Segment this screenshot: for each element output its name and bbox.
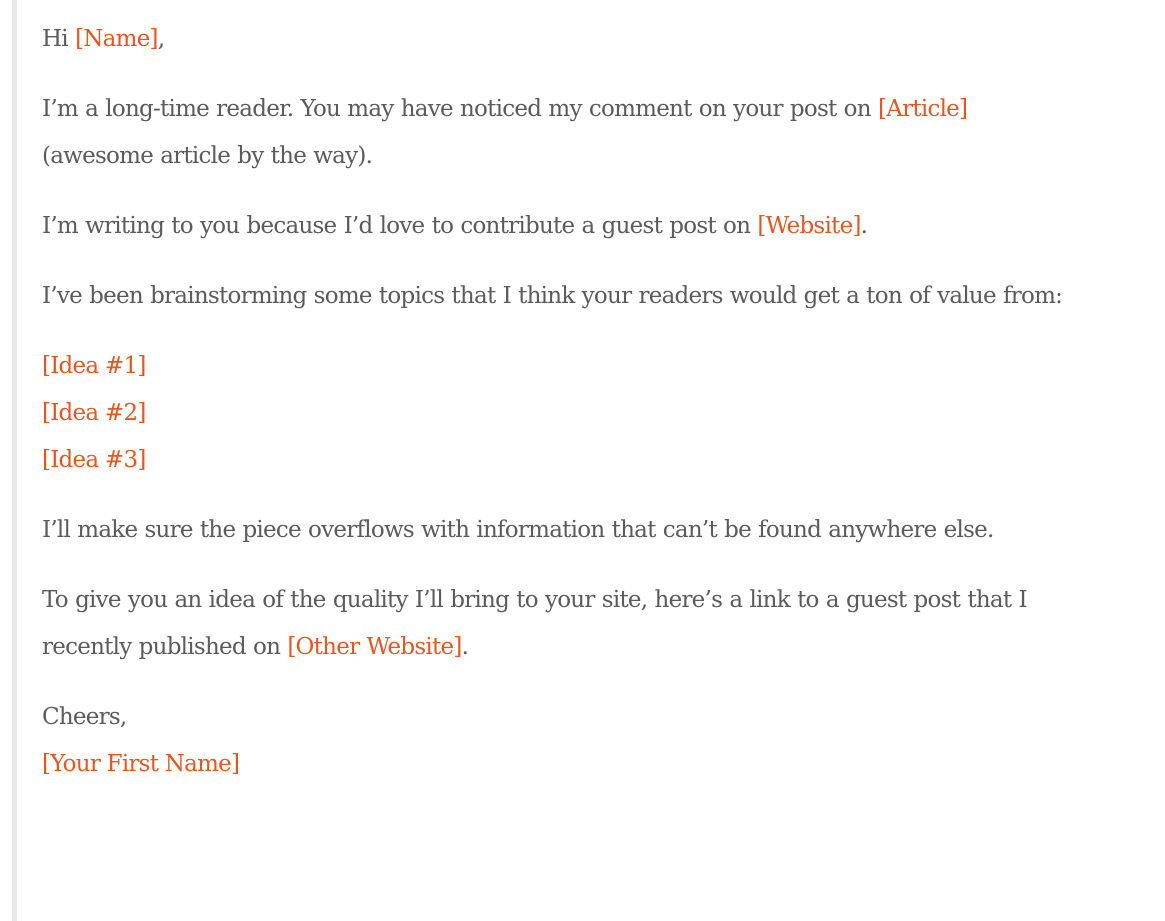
purpose-paragraph <box>42 203 1112 250</box>
topics-paragraph: I’ve been brainstorming some topics that I think your readers would get a ton of value from: <box>42 283 1063 309</box>
idea-item-3: [Idea #3] <box>42 447 146 473</box>
idea-list <box>42 343 1112 484</box>
greeting-prefix: Hi <box>42 26 76 52</box>
intro-paragraph <box>42 86 1112 180</box>
intro-rest: (awesome article by the way). <box>42 143 373 169</box>
other-website-placeholder: [Other Website] <box>287 634 462 660</box>
purpose-end: . <box>860 213 868 239</box>
email-template-blockquote <box>12 0 1112 921</box>
intro-text: I’m a long-time reader. You may have noticed my comment on your post on <box>42 96 879 122</box>
promise-paragraph: I’ll make sure the piece overflows with information that can’t be found anywhere else. <box>42 517 994 543</box>
quality-end: . <box>461 634 469 660</box>
website-placeholder: [Website] <box>757 213 861 239</box>
purpose-text: I’m writing to you because I’d love to contribute a guest post on <box>42 213 758 239</box>
quality-paragraph <box>42 577 1082 671</box>
greeting-line <box>42 16 1112 63</box>
article-placeholder: [Article] <box>878 96 968 122</box>
idea-item-1: [Idea #1] <box>42 353 146 379</box>
closing-text: Cheers, <box>42 704 127 730</box>
signoff <box>42 694 1112 788</box>
greeting-suffix: , <box>157 26 165 52</box>
first-name-placeholder: [Your First Name] <box>42 751 240 777</box>
quality-text: To give you an idea of the quality I’ll bring to your site, here’s a link to a guest post that I recently published on <box>42 587 1027 660</box>
idea-item-2: [Idea #2] <box>42 400 146 426</box>
name-placeholder: [Name] <box>75 26 158 52</box>
